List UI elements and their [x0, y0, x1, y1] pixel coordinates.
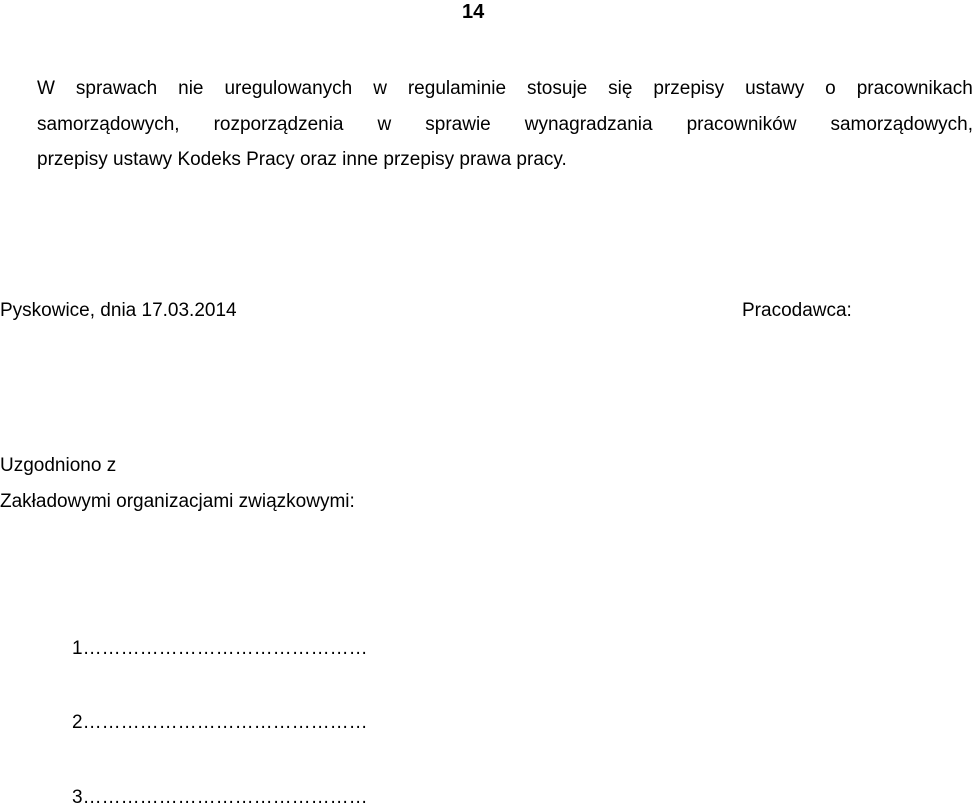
agreed-line-2: Zakładowymi organizacjami związkowymi:: [0, 491, 355, 512]
signature-line-2: 2………………………………………: [72, 712, 368, 733]
agreed-line-1: Uzgodniono z: [0, 455, 117, 476]
employer-signature-label: Pracodawca:: [742, 300, 852, 321]
word: o: [825, 78, 836, 99]
paragraph-line-1: [37, 71, 973, 107]
word: regulaminie: [407, 78, 507, 99]
regulation-closing-paragraph: [37, 71, 973, 178]
word: rozporządzenia: [213, 113, 344, 135]
place-and-date: Pyskowice, dnia 17.03.2014: [0, 300, 237, 321]
word: pracowników: [686, 113, 797, 135]
word: stosuje: [527, 78, 588, 99]
word: się: [608, 78, 633, 99]
signature-line-3: 3………………………………………: [72, 787, 368, 808]
paragraph-line-3: przepisy ustawy Kodeks Pracy oraz inne przepisy prawa pracy.: [37, 149, 567, 170]
word: nie: [178, 78, 204, 99]
paragraph-line-2: [37, 107, 973, 143]
word: sprawach: [75, 78, 158, 99]
page-number: 14: [462, 1, 485, 23]
word: sprawie: [425, 113, 491, 135]
word: wynagradzania: [524, 113, 653, 135]
word: samorządowych,: [37, 113, 180, 135]
word: w: [377, 113, 392, 135]
word: uregulowanych: [224, 78, 353, 99]
agreed-with-unions-block: [0, 448, 355, 520]
word: samorządowych,: [830, 113, 973, 135]
word: przepisy: [653, 78, 725, 99]
word: pracownikach: [856, 78, 973, 99]
word: w: [373, 78, 387, 99]
signature-line-1: 1………………………………………: [72, 638, 368, 659]
word: W: [37, 78, 55, 99]
word: ustawy: [745, 78, 805, 99]
